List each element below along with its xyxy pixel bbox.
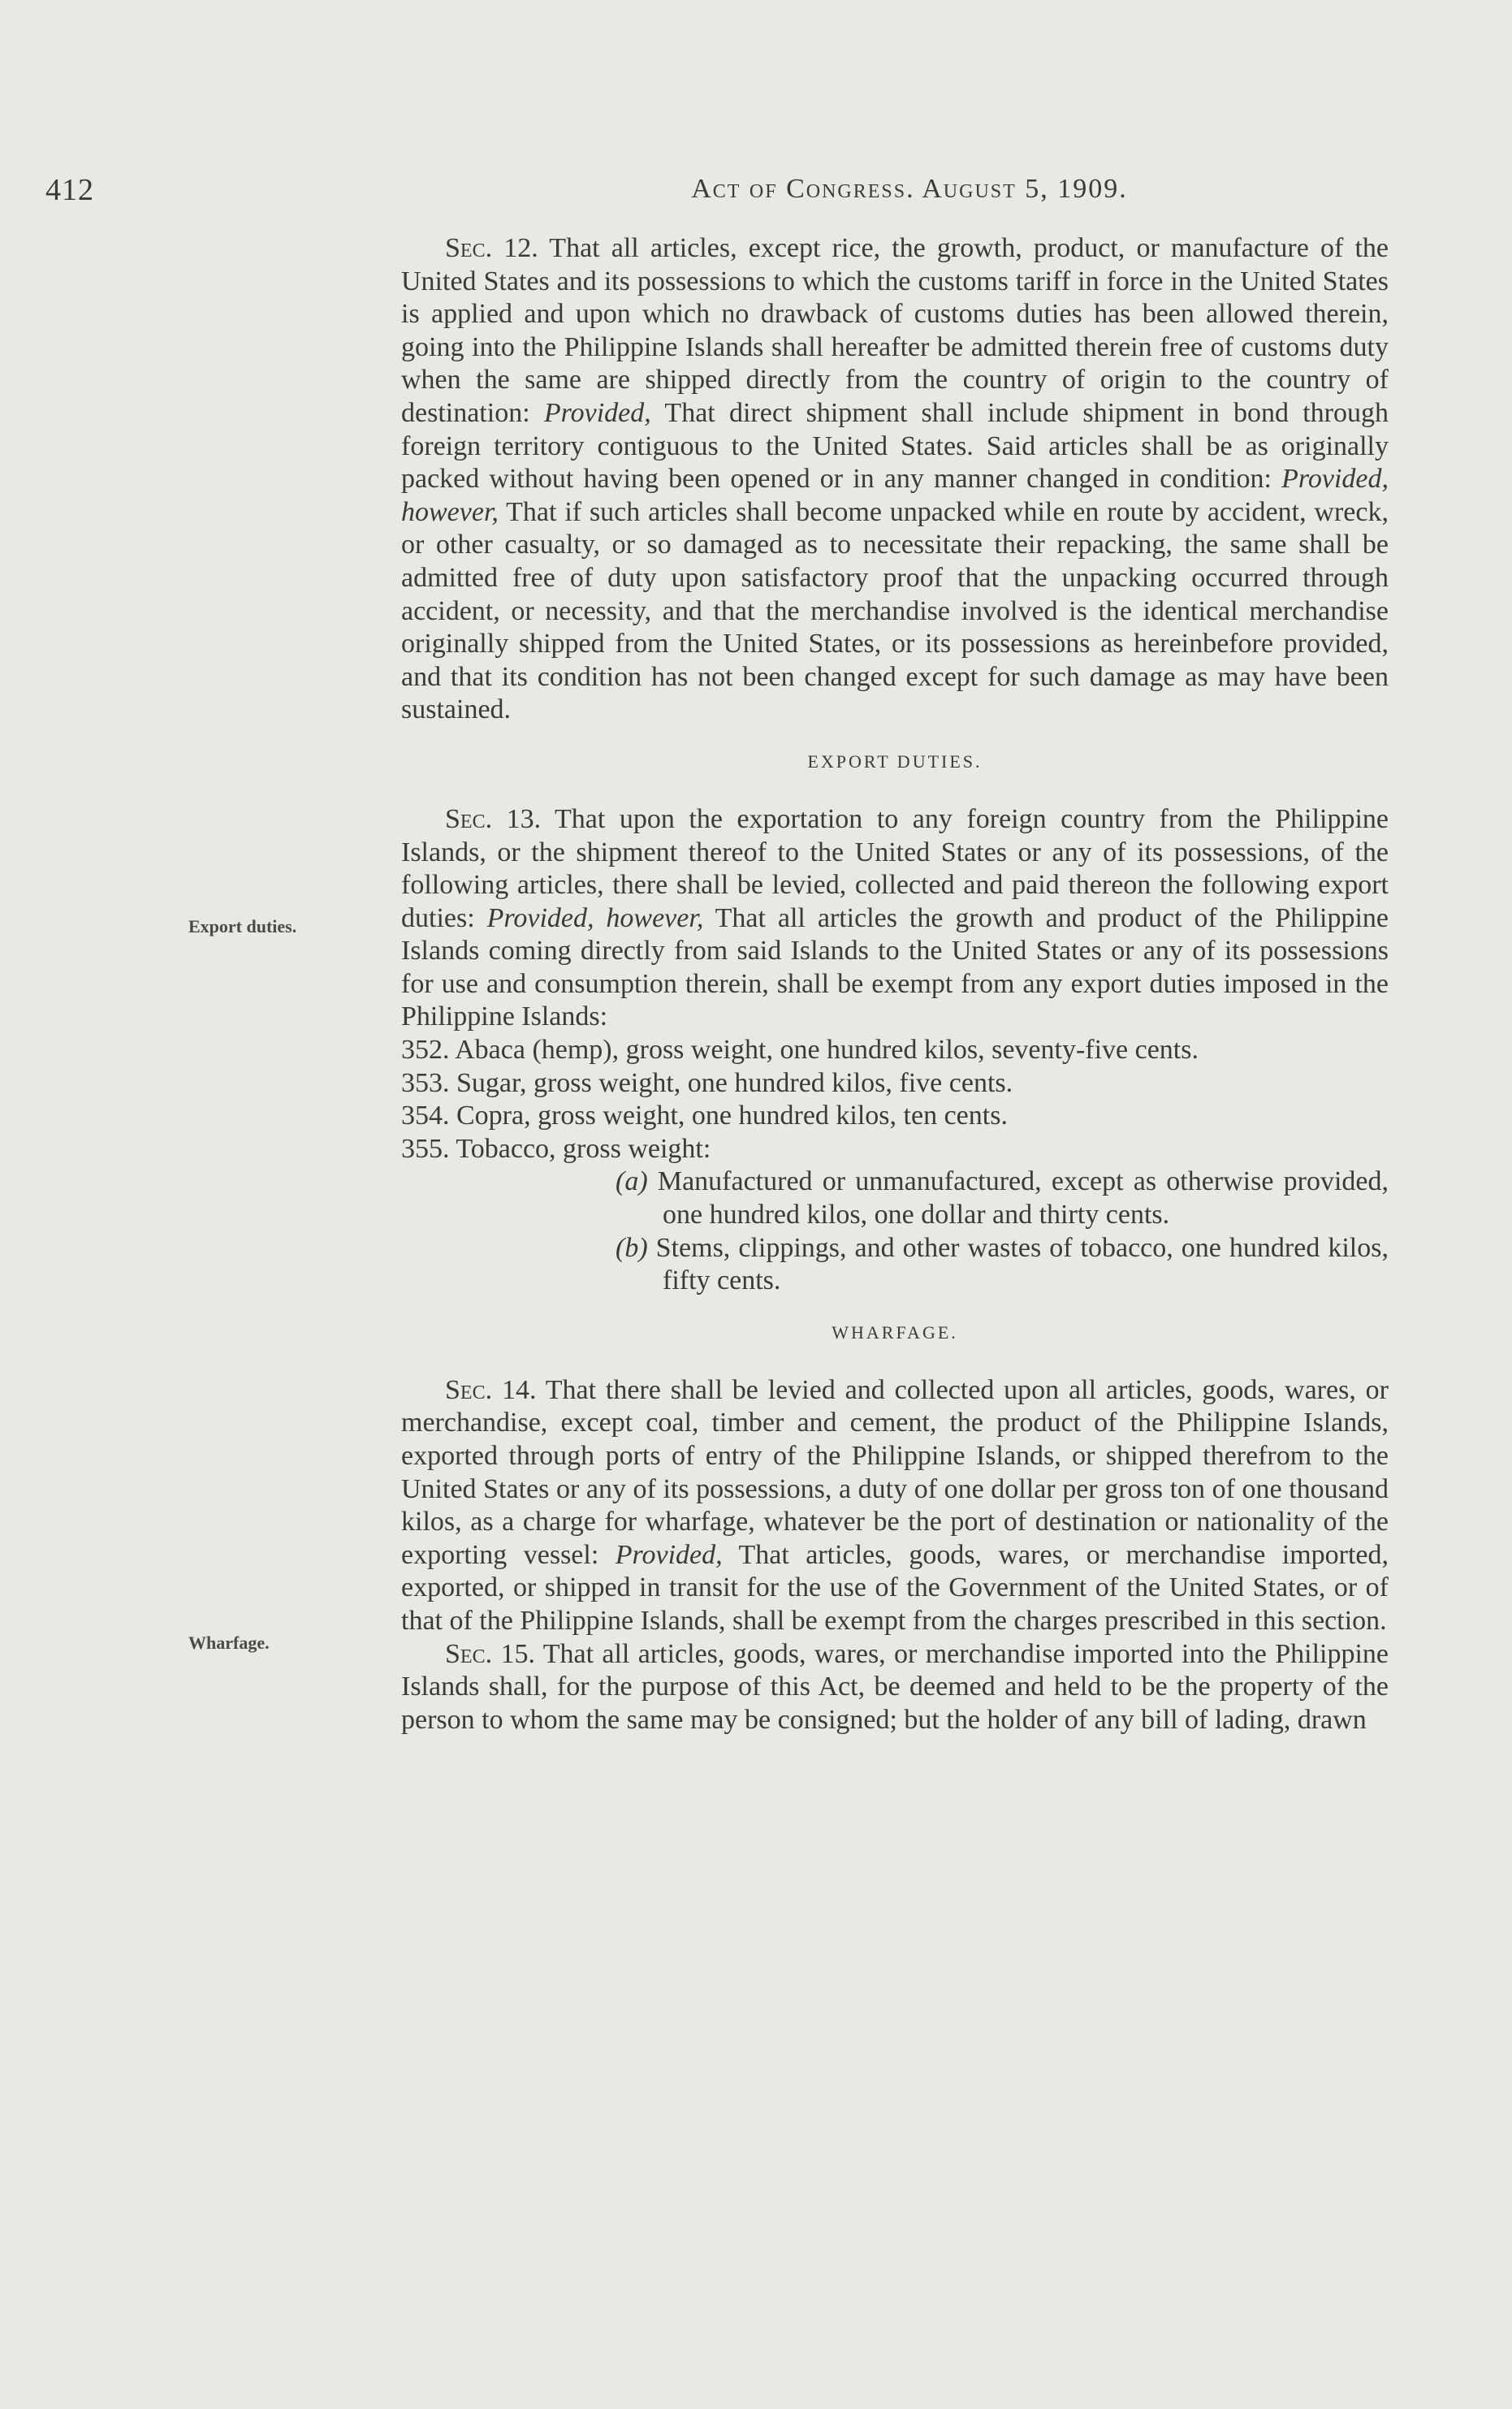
section-text: That articles, goods, wares, or merchandise imported, exported, or shipped in transit for the use of the Government of the United States, or of that of the Philippine Islands, shall be exempt from the charges prescribed in this section. <box>401 1539 1389 1636</box>
section-text: That direct shipment shall include shipment in bond through foreign territory contiguous to the United States. Said articles shall be as originally packed without having been opened or in any manner changed in condition: <box>401 397 1389 495</box>
section-label: Sec. 13. <box>445 803 542 834</box>
section-text: That all articles, except rice, the growth, product, or manufacture of the United States and its possessions to which the customs tariff in force in the United States is applied and upon which no drawback of customs duties has been allowed therein, going into the Philippine Islands shall hereafter be admitted therein free of customs duty when the same are shipped directly from the country of origin to the country of destination: <box>401 233 1389 428</box>
section-label: Sec. 12. <box>445 233 538 263</box>
subitem-label: (b) <box>616 1232 648 1263</box>
margin-note-wharfage: Wharfage. <box>188 1633 270 1653</box>
item-text: Copra, gross weight, one hundred kilos, ten cents. <box>449 1101 1008 1131</box>
proviso: Provided, however, <box>486 902 704 933</box>
section-15 <box>401 1638 1389 1737</box>
heading-export-duties: EXPORT DUTIES. <box>807 750 983 772</box>
list-item <box>401 1133 1389 1166</box>
item-number: 352. <box>401 1035 450 1066</box>
item-number: 354. <box>401 1101 450 1131</box>
item-number: 353. <box>401 1067 450 1098</box>
subitem-text: Stems, clippings, and other wastes of tobacco, one hundred kilos, fifty cents. <box>647 1232 1389 1296</box>
heading-wharfage: WHARFAGE. <box>832 1321 958 1343</box>
proviso: Provided, <box>543 397 651 428</box>
list-item <box>401 1100 1389 1133</box>
item-text: Sugar, gross weight, one hundred kilos, five cents. <box>449 1067 1013 1098</box>
proviso: Provided, <box>615 1539 723 1570</box>
running-head: Act of Congress. August 5, 1909. <box>691 174 1128 204</box>
section-text: That upon the exportation to any foreign country from the Philippine Islands, or the shipment thereof to the United States or any of its possessions, of the following articles, there shall be levied, collected and paid thereon the following export duties: <box>401 803 1389 933</box>
list-subitem <box>401 1232 1389 1298</box>
subitem-text: Manufactured or unmanufactured, except as otherwise provided, one hundred kilos, one dollar and thirty cents. <box>647 1166 1389 1230</box>
item-number: 355. <box>401 1133 450 1164</box>
body-text <box>401 232 1389 1736</box>
section-13 <box>401 803 1389 1034</box>
section-text: That all articles, goods, wares, or merchandise imported into the Philippine Islands shall, for the purpose of this Act, be deemed and held to be the property of the person to whom the same may be consigned; but the holder of any bill of lading, drawn <box>401 1638 1389 1735</box>
section-text: That all articles the growth and product of the Philippine Islands coming directly from said Islands to the United States or any of its possessions for use and consumption therein, shall be exempt from any export duties imposed in the Philippine Islands: <box>401 902 1389 1032</box>
section-12 <box>401 232 1389 727</box>
section-text: That if such articles shall become unpacked while en route by accident, wreck, or other casualty, or so damaged as to necessitate their repacking, the same shall be admitted free of duty upon satisfactory proof that the unpacking occurred through accident, or necessity, and that the merchandise involved is the identical merchandise originally shipped from the United States, or its possessions as hereinbefore provided, and that its condition has not been changed except for such damage as may have been sustained. <box>401 496 1389 725</box>
section-label: Sec. 14. <box>445 1374 537 1405</box>
section-text: That there shall be levied and collected upon all articles, goods, wares, or merchandise, except coal, timber and cement, the product of the Philippine Islands, exported through ports of entry of the Philippine Islands, or shipped therefrom to the United States or any of its possessions, a duty of one dollar per gross ton of one thousand kilos, as a charge for wharfage, whatever be the port of destination or nationality of the exporting vessel: <box>401 1374 1389 1570</box>
subitem-label: (a) <box>616 1166 648 1197</box>
margin-note-export-duties: Export duties. <box>188 916 297 936</box>
item-text: Tobacco, gross weight: <box>449 1133 711 1164</box>
list-item <box>401 1034 1389 1067</box>
item-text: Abaca (hemp), gross weight, one hundred kilos, seventy-five cents. <box>449 1035 1199 1066</box>
list-item <box>401 1067 1389 1101</box>
page-number: 412 <box>45 173 94 207</box>
proviso: Provided, however, <box>401 464 1389 527</box>
section-14 <box>401 1374 1389 1638</box>
section-label: Sec. 15. <box>445 1638 535 1669</box>
list-subitem <box>401 1166 1389 1231</box>
